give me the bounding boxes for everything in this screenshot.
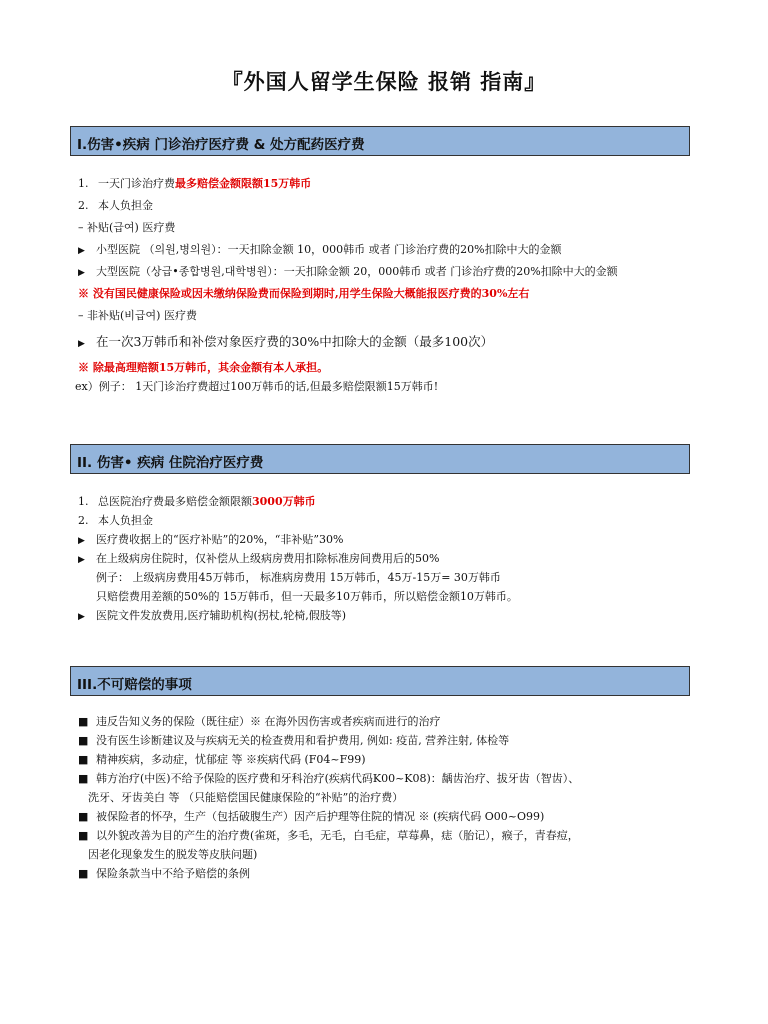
item-text: 精神疾病，多动症，忧郁症 等 ※疾病代码 (F04~F99) (96, 753, 366, 766)
item-text: 保险条款当中不给予赔偿的条例 (96, 867, 250, 880)
triangle-bullet-icon: ▶ (78, 339, 85, 349)
page-title: 『外国人留学生保险 报销 指南』 (221, 70, 547, 94)
square-bullet-icon: ■ (78, 734, 89, 747)
example-text: 只赔偿费用差额的50%的 15万韩币，但一天最多10万韩币，所以赔偿金额10万韩币。 (96, 590, 518, 603)
item-text: 违反告知义务的保险（既往症）※ 在海外因伤害或者疾病而进行的治疗 (96, 715, 441, 728)
triangle-bullet-icon: ▶ (78, 536, 85, 546)
highlight-text: 最多赔偿金额限额15万韩币 (175, 177, 312, 190)
list-item (78, 608, 718, 627)
list-item (78, 532, 718, 551)
list-item (78, 242, 718, 264)
item-text: 没有医生诊断建议及与疾病无关的检查费用和看护费用, 例如: 疫苗, 营养注射, 体检等 (96, 734, 510, 747)
list-item (78, 714, 718, 733)
triangle-bullet-icon: ▶ (78, 268, 85, 278)
item-text: 总医院治疗费最多赔偿金额限额 (98, 495, 252, 508)
square-bullet-icon: ■ (78, 810, 89, 823)
list-item (78, 733, 718, 752)
section-header-inpatient: II. 伤害• 疾病 住院治疗医疗费 (70, 444, 690, 474)
note-text: ※ 除最高理赔额15万韩币，其余金额有本人承担。 (78, 361, 329, 374)
item-text: 大型医院（상급•종합병원,대학병원）：一天扣除金额 20，000韩币 或者 门诊治疗费的20%扣除中大的金额 (96, 265, 618, 278)
item-text: 医院文件发放费用,医疗辅助机构(拐杖,轮椅,假肢等) (96, 609, 347, 622)
section-header-exclusions: III.不可赔偿的事项 (70, 666, 690, 696)
section-body-inpatient (78, 494, 718, 627)
item-text: 以外貌改善为目的产生的治疗费(雀斑，多毛，无毛，白毛症，草莓鼻，痣（胎记），瘊子，青春痘， (96, 829, 579, 842)
list-item (78, 264, 718, 286)
list-item (78, 771, 718, 790)
list-item (78, 330, 718, 360)
example-text: 例子： 上级病房费用45万韩币， 标准病房费用 15万韩币，45万-15万= 30万韩币 (96, 571, 501, 584)
list-item (78, 176, 718, 198)
item-text: 本人负担金 (98, 199, 153, 212)
item-text: 在上级病房住院时，仅补偿从上级病房费用扣除标准房间费用后的50% (96, 552, 440, 565)
item-text: 一天门诊治疗费 (98, 177, 175, 190)
section-body-exclusions (78, 714, 718, 885)
item-text: 在一次3万韩币和补偿对象医疗费的30%中扣除大的金额（最多100次） (96, 334, 494, 349)
square-bullet-icon: ■ (78, 715, 89, 728)
item-text: 被保险者的怀孕，生产（包括破腹生产）因产后护理等住院的情况 ※ (疾病代码 O00~O99) (96, 810, 545, 823)
item-text: 本人负担金 (98, 514, 153, 527)
item-number: 1. (78, 177, 89, 190)
list-item (78, 494, 718, 513)
item-number: 2. (78, 199, 89, 212)
list-item (78, 828, 718, 847)
triangle-bullet-icon: ▶ (78, 246, 85, 256)
list-item (78, 513, 718, 532)
list-item (78, 551, 718, 570)
section-body-outpatient (75, 176, 718, 398)
example-text: ex）例子： 1天门诊治疗费超过100万韩币的话,但最多赔偿限额15万韩币! (75, 380, 439, 393)
item-number: 2. (78, 514, 89, 527)
triangle-bullet-icon: ▶ (78, 612, 85, 622)
list-item (78, 809, 718, 828)
item-text: 医疗费收据上的“医疗补贴”的20%，“非补贴”30% (96, 533, 344, 546)
item-text: 小型医院 （의원,병의원）：一天扣除金额 10，000韩币 或者 门诊治疗费的20%扣除中大的金额 (96, 243, 562, 256)
item-continuation: 洗牙、牙齿美白 等 （只能赔偿国民健康保险的“补贴”的治疗费） (88, 791, 404, 804)
section-header-outpatient: I.伤害•疾病 门诊治疗医疗费 & 处方配药医疗费 (70, 126, 690, 156)
item-text: 韩方治疗(中医)不给予保险的医疗费和牙科治疗(疾病代码K00~K08)：龋齿治疗、拔牙齿（智齿）、 (96, 772, 580, 785)
item-number: 1. (78, 495, 89, 508)
list-item: – 补贴(급여) 医疗费 (78, 221, 176, 234)
list-item: – 非补贴(비급여) 医疗费 (78, 309, 197, 322)
triangle-bullet-icon: ▶ (78, 555, 85, 565)
square-bullet-icon: ■ (78, 753, 89, 766)
square-bullet-icon: ■ (78, 829, 89, 842)
item-continuation: 因老化现象发生的脱发等皮肤问题) (88, 848, 258, 861)
list-item (78, 866, 718, 885)
note-text: ※ 没有国民健康保险或因未缴纳保险费而保险到期时,用学生保险大概能报医疗费的30%左右 (78, 287, 530, 300)
square-bullet-icon: ■ (78, 772, 89, 785)
list-item (78, 752, 718, 771)
square-bullet-icon: ■ (78, 867, 89, 880)
highlight-text: 3000万韩币 (252, 495, 316, 508)
list-item (78, 198, 718, 220)
